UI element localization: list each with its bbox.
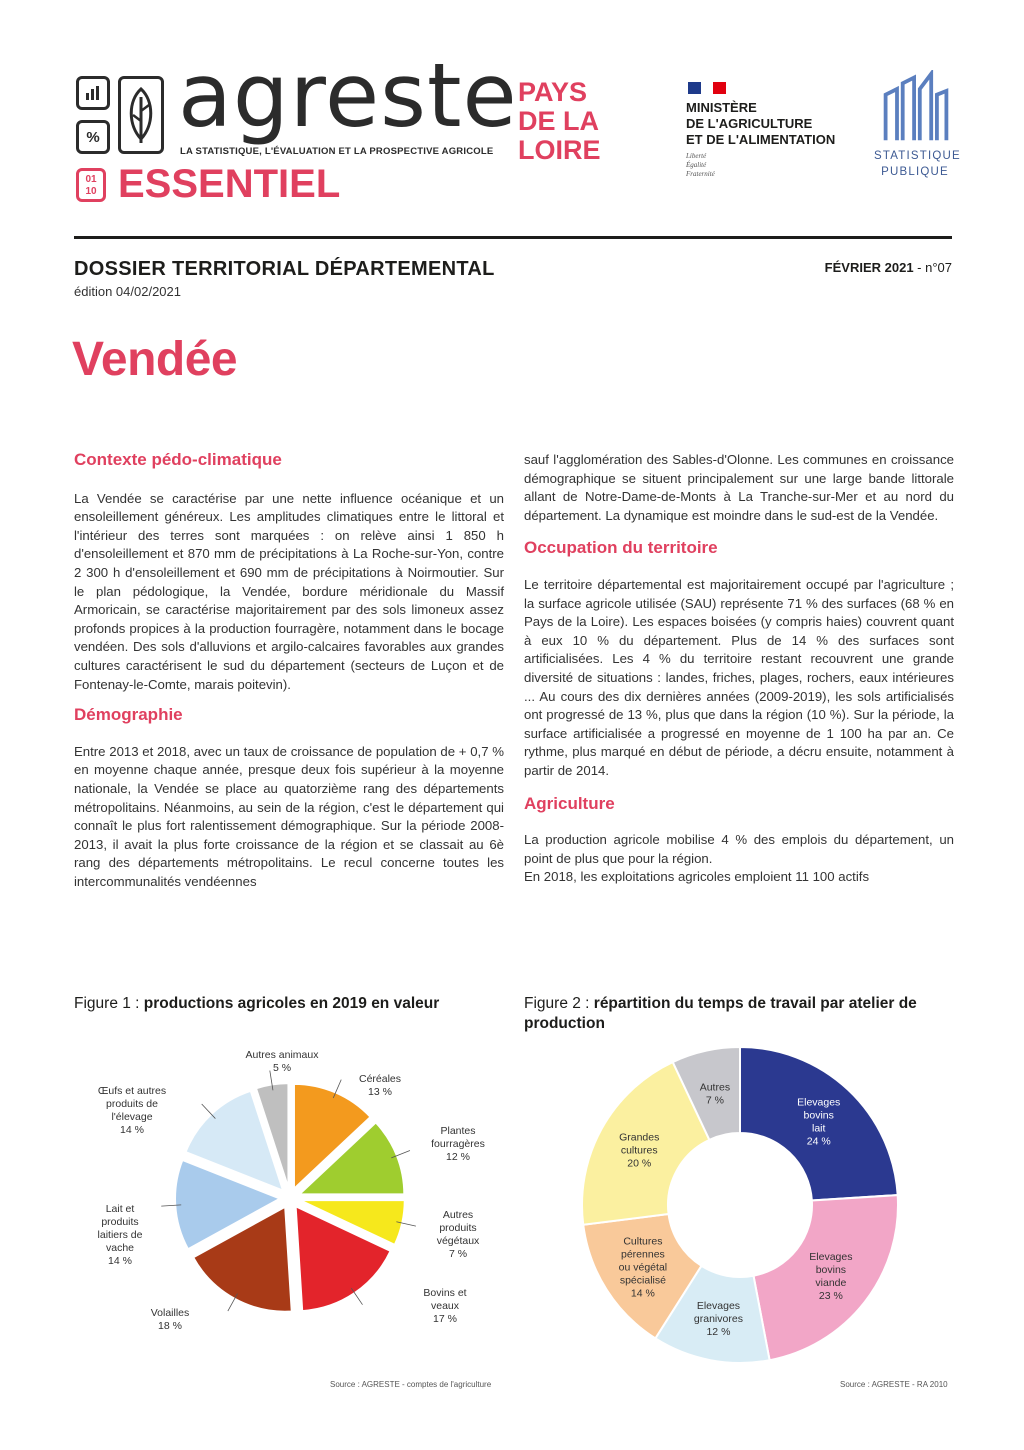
- heading-context: Contexte pédo-climatique: [74, 450, 282, 469]
- donut-label-elevages-bovins-lait: Elevages bovins lait 24 %: [797, 1096, 841, 1148]
- binary-icon: 01 10: [76, 168, 106, 202]
- region-line: PAYS: [518, 77, 588, 107]
- header-divider: [74, 236, 952, 239]
- heading-occupation: Occupation du territoire: [524, 538, 718, 558]
- leaf-icon: [118, 76, 164, 154]
- motto-line: Liberté: [686, 152, 707, 160]
- ministry-line: MINISTÈRE: [686, 100, 757, 115]
- pie-label-volailles: Volailles 18 %: [150, 1307, 190, 1332]
- paragraph-demography-cont: sauf l'agglomération des Sables-d'Olonne. Les communes en croissance démographique se situent principalement sur une large bande littorale allant de Notre-Dame-de-Monts à La Tranche-sur-Mer et au nord du département. La dynamique est moindre dans le sud-est de la Vendée.: [524, 452, 954, 523]
- figure-1-source: Source : AGRESTE - comptes de l'agriculture: [330, 1380, 492, 1389]
- donut-label-grandes-cultures: Grandes cultures 20 %: [619, 1131, 660, 1170]
- donut-label-elevages-bovins-viande: Elevages bovins viande 23 %: [809, 1250, 853, 1302]
- ministry-line: ET DE L'ALIMENTATION: [686, 132, 836, 147]
- percent-glyph: %: [86, 128, 100, 146]
- figure-1-title: productions agricoles en 2019 en valeur: [143, 995, 440, 1012]
- issue-date: FÉVRIER 2021: [824, 260, 914, 275]
- donut-label-cultures-perennes-ou-vegetal-specialise: Cultures pérennes ou végétal spécialisé 14 %: [618, 1235, 668, 1300]
- figure-1-pie-chart: [60, 1040, 520, 1360]
- heading-agriculture: Agriculture: [524, 793, 615, 813]
- essentiel-label: ESSENTIEL: [118, 162, 341, 206]
- issue-number: - n°07: [913, 260, 952, 275]
- dossier-label: DOSSIER TERRITORIAL DÉPARTEMENTAL: [74, 258, 495, 280]
- pie-label-cereales: Céréales 13 %: [358, 1073, 402, 1098]
- marianne-flag-icon: [688, 82, 726, 94]
- page-title: Vendée: [72, 333, 238, 386]
- paragraph-agriculture-2: En 2018, les exploitations agricoles emploient 11 100 actifs: [524, 869, 870, 885]
- left-column: [74, 451, 504, 903]
- brand-tagline: LA STATISTIQUE, L'ÉVALUATION ET LA PROSPECTIVE AGRICOLE: [180, 146, 494, 157]
- motto-line: Égalité: [686, 161, 707, 169]
- statistique-publique-label: [874, 148, 961, 180]
- pie-label-ufs-et-autres-produits-de-l-elevage: Œufs et autres produits de l'élevage 14 %: [97, 1085, 167, 1136]
- stat-line: STATISTIQUE: [874, 150, 961, 162]
- figure-2-donut-chart: [560, 1045, 940, 1365]
- pie-label-autres-animaux: Autres animaux 5 %: [245, 1049, 319, 1074]
- figure-2-caption: [524, 994, 956, 1034]
- paragraph-demography: Entre 2013 et 2018, avec un taux de croissance de population de + 0,7 % en moyenne chaque année, presque deux fois supérieur à la moyenne nationale, la Vendée se place au quatorzième rang des départements métropolitains. Néanmoins, au sein de la région, c'est le département qui connaît le plus fort ralentissement démographique. Sur la période 2008-2013, il avait la plus forte croissance de la région et se classait au 6è rang des départements métropolitains. Le recul concerne toutes les intercommunalités vendéennes: [74, 743, 504, 889]
- donut-label-elevages-granivores: Elevages granivores 12 %: [693, 1299, 743, 1338]
- pie-label-plantes-fourrageres: Plantes fourragères 12 %: [431, 1125, 485, 1163]
- figure-2-source: Source : AGRESTE - RA 2010: [840, 1380, 948, 1389]
- figure-1-prefix: Figure 1 :: [74, 995, 144, 1012]
- right-column: [524, 451, 954, 887]
- motto-line: Fraternité: [686, 170, 715, 178]
- donut-label-autres: Autres 7 %: [699, 1081, 731, 1107]
- pie-label-bovins-et-veaux: Bovins et veaux 17 %: [423, 1287, 467, 1325]
- paragraph-context: La Vendée se caractérise par une nette influence océanique et un ensoleillement généreux. Les amplitudes climatiques entre le littoral et l'intérieur des terres sont marquées : on relève ainsi 1 850 h d'ensoleillement et 870 mm de précipitations à La Roche-sur-Yon, contre 2 300 h d'ensoleillement et 690 mm de précipitations à Noirmoutier. Sur le plan pédologique, la Vendée, bordure méridionale du Massif Armoricain, se caractérise majoritairement par des sols limoneux assez profonds propices à la production fourragère, notamment dans le bocage vendéen. Des sols d'alluvions et argilo-calcaires favorables aux grandes cultures caractérisent le sud du département (secteurs de Luçon et de Fontenay-le-Comte, marais poitevin).: [74, 490, 504, 692]
- ministry-line: DE L'AGRICULTURE: [686, 116, 813, 131]
- heading-demography: Démographie: [74, 705, 183, 725]
- figure-2-prefix: Figure 2 :: [524, 995, 594, 1012]
- paragraph-occupation: Le territoire départemental est majoritairement occupé par l'agriculture ; la surface agricole utilisée (SAU) représente 71 % des surfaces (68 % en Pays de la Loire). Les espaces boisées (y compris haies) couvrent quant à eux 10 % du département. Plus de 14 % des surfaces sont artificialisées. Les 4 % du territoire restant recouvrent une grande diversité de situations : landes, friches, plages, rochers, eaux intérieures ... Au cours des dix dernières années (2009-2019), les sols artificialisés ont progressé de 13 %, plus que dans la région (10 %). Sur la période, la surface artificialisée a progressé en moyenne de 1 100 ha par an. Ce rythme, plus marqué en début de période, a décru ensuite, notamment à partir de 2014.: [524, 576, 954, 778]
- republic-motto: [686, 152, 715, 179]
- edition-date: édition 04/02/2021: [74, 284, 181, 299]
- region-name: [518, 78, 628, 165]
- percent-icon: [76, 120, 110, 154]
- ministry-name: [686, 100, 835, 148]
- pie-label-lait-et-produits-laitiers-de-vache: Lait et produits laitiers de vache 14 %: [97, 1203, 143, 1267]
- paragraph-agriculture-1: La production agricole mobilise 4 % des emplois du département, un point de plus que pour la région.: [524, 832, 954, 866]
- pie-label-autres-produits-vegetaux: Autres produits végétaux 7 %: [436, 1209, 480, 1260]
- brand-name: agreste: [178, 44, 518, 147]
- statistique-publique-logo-icon: [878, 70, 954, 146]
- figure-1-caption: [74, 994, 514, 1014]
- stat-line: PUBLIQUE: [881, 166, 949, 178]
- issue-info: [825, 260, 952, 275]
- region-line: DE LA: [518, 106, 599, 136]
- bar-chart-icon: [76, 76, 110, 110]
- agreste-logo-icons: [76, 76, 168, 156]
- region-line: LOIRE: [518, 135, 601, 165]
- figure-2-title: répartition du temps de travail par atelier de production: [524, 995, 917, 1032]
